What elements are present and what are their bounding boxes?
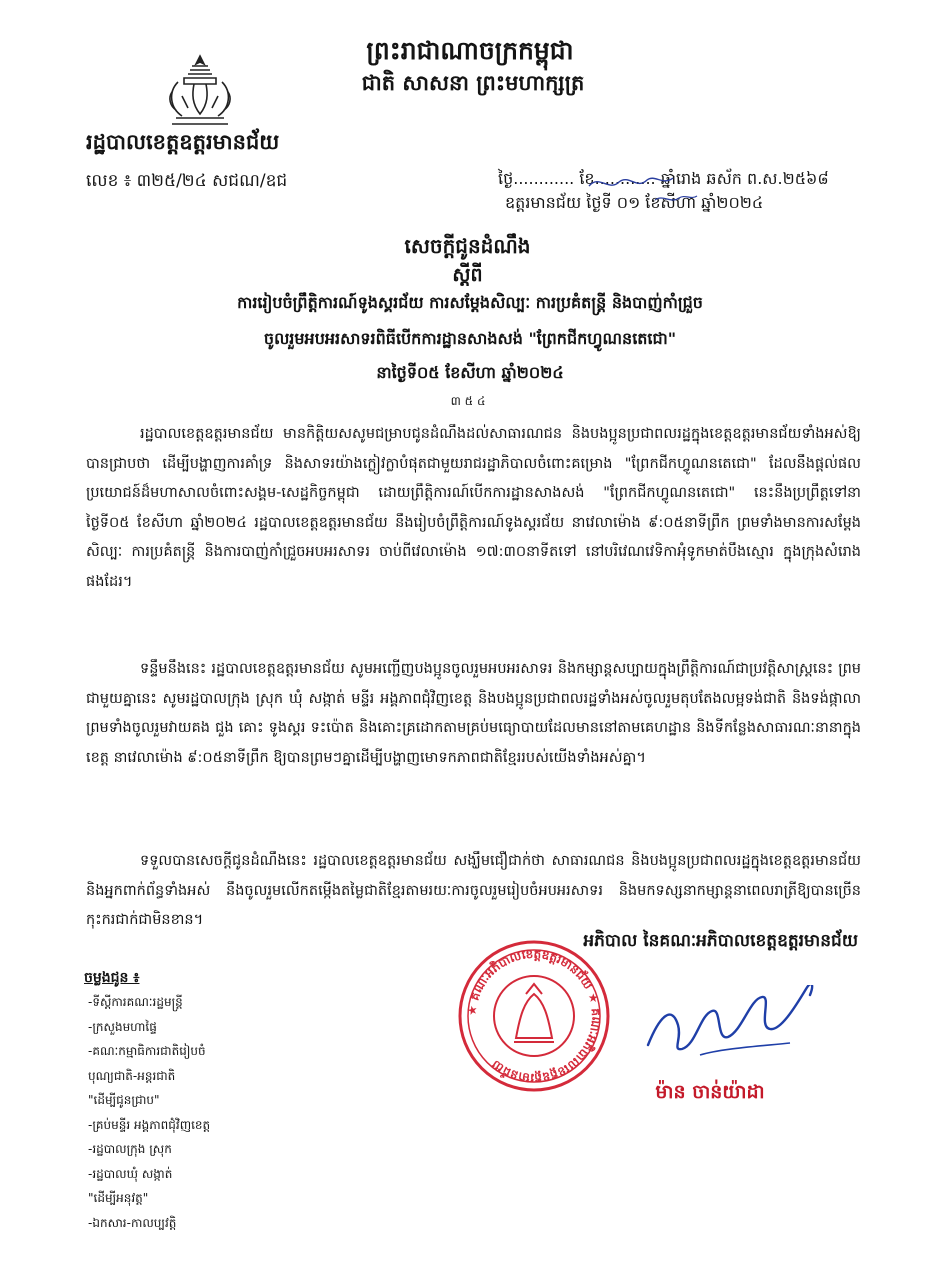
signatory-title: អភិបាល នៃគណៈអភិបាលខេត្តឧត្តរមានជ័យ — [583, 931, 858, 951]
list-item: -គ្រប់មន្ទីរ អង្គភាពជុំវិញខេត្ត — [88, 1117, 211, 1132]
signer-name: ម៉ាន ចាន់យ៉ាដា — [655, 1081, 765, 1103]
national-motto: ជាតិ សាសនា ព្រះមហាក្សត្រ — [361, 71, 585, 95]
list-item: -គណៈកម្មាធិការជាតិរៀបចំ — [88, 1044, 206, 1058]
subject-line-2: ចូលរួមអបអរសាទរពិធីបើកការដ្ឋានសាងសង់ "ព្រែកជីកហ្វូណនតេជោ" — [263, 329, 677, 348]
list-item: -រដ្ឋបាលក្រុង ស្រុក — [88, 1142, 172, 1156]
body-paragraph-2: ទន្ទឹមនឹងនេះ រដ្ឋបាលខេត្តឧត្តរមានជ័យ សូមអញ្ជើញបងប្អូនចូលរួមអបអរសាទរ និងកម្សាន្តសប្បាយក្នុងព្រឹត្តិការណ៍ជាប្រវត្តិសាស្ត្រនេះ ព្រមជាមួយគ្នានេះ សូមរដ្ឋបាលក្រុង ស្រុក ឃុំ សង្កាត់ មន្ទីរ អង្គភាពជុំវិញខេត្ត និងបងប្អូនប្រជាពលរដ្ឋទាំងអស់ចូលរួមតុបតែងលម្អទង់ជាតិ និងទង់ផ្កាលា ព្រមទាំងចូលរួមវាយគង ជួង គោះ ទូងស្គរ ទះប៉ោត និងគោះគ្រដោកតាមគ្រប់មធ្យោបាយដែលមាននៅតាមគេហដ្ឋាន និងទីកន្លែងសាធារណៈនានាក្នុងខេត្ត នាវេលាម៉ោង ៩:០៥នាទីព្រឹក ឱ្យបានព្រមៗគ្នាដើម្បីបង្ហាញមោទកភាពជាតិខ្មែររបស់យើងទាំងអស់គ្នា។ — [86, 661, 861, 766]
body-paragraph-1: រដ្ឋបាលខេត្តឧត្តរមានជ័យ មានកិត្តិយសសូមជម្រាបជូនដំណឹងដល់សាធារណជន និងបងប្អូនប្រជាពលរដ្ឋក្នុងខេត្តឧត្តរមានជ័យទាំងអស់ឱ្យបានជ្រាបថា ដើម្បីបង្ហាញការគាំទ្រ និងសាទរយ៉ាងក្លៀវក្លាបំផុតជាមួយរាជរដ្ឋាភិបាលចំពោះគម្រោង "ព្រែកជីកហ្វូណនតេជោ" ដែលនឹងផ្តល់ផលប្រយោជន៍ដ៏មហាសាលចំពោះសង្គម-សេដ្ឋកិច្ចកម្ពុជា ដោយព្រឹត្តិការណ៍បើកការដ្ឋានសាងសង់ "ព្រែកជីកហ្វូណនតេជោ" នេះនឹងប្រព្រឹត្តទៅនាថ្ងៃទី០៥ ខែសីហា ឆ្នាំ២០២៤ រដ្ឋបាលខេត្តឧត្តរមានជ័យ នឹងរៀបចំព្រឹត្តិការណ៍ទូងស្គរជ័យ នាវេលាម៉ោង ៩:០៥នាទីព្រឹក ព្រមទាំងមានការសម្តែងសិល្បៈ ការប្រគំតន្ត្រី និងការបាញ់កាំជ្រួចអបអរសាទរ ចាប់ពីវេលាម៉ោង ១៧:៣០នាទីតទៅ នៅបរិវេណវេទិកាអុំទូកមាត់បឹងស្មោរ ក្នុងក្រុងសំរោងផងដែរ។ — [86, 426, 861, 590]
kingdom-title: ព្រះរាជាណាចក្រកម្ពុជា — [366, 36, 574, 65]
lunar-date: ថ្ងៃ............ ខែ............ ឆ្នាំរោង ឆស័ក ព.ស.២៥៦៨ — [498, 169, 829, 188]
list-item: -ទីស្តីការគណៈរដ្ឋមន្ត្រី — [88, 995, 183, 1009]
reference-number: លេខ ៖ ៣២៥/២៤ សជណ/ឧជ — [86, 171, 288, 191]
distribution-heading: ចម្លងជូន ៖ — [84, 970, 140, 986]
royal-arms-icon — [158, 52, 242, 132]
list-item: -ឯកសារ-កាលប្បវត្តិ — [88, 1215, 177, 1230]
subject-line-3: នាថ្ងៃទី០៥ ខែសីហា ឆ្នាំ២០២៤ — [376, 363, 564, 382]
handwritten-date-mark — [585, 166, 705, 206]
issuing-authority: រដ្ឋបាលខេត្តឧត្តរមានជ័យ — [86, 130, 280, 154]
list-item: -ក្រសួងមហាផ្ទៃ — [88, 1019, 157, 1034]
svg-text:★ គណៈអភិបាលខេត្តឧត្តរមានជ័យ ★: ★ គណៈអភិបាលខេត្តឧត្តរមានជ័យ ★ គណៈអភិបាលខេត្តឧត្តរមានជ័យ — [464, 946, 604, 1086]
about-label: ស្តីពី — [452, 264, 483, 286]
list-item: បុណ្យជាតិ-អន្តរជាតិ — [88, 1068, 176, 1083]
official-seal-icon — [456, 938, 612, 1094]
list-item: "ដើម្បីអនុវត្ត" — [88, 1191, 149, 1205]
solar-date: ឧត្តរមានជ័យ ថ្ងៃទី ០១ ខែសីហា ឆ្នាំ២០២៤ — [505, 193, 764, 212]
subject-line-1: ការរៀបចំព្រឹត្តិការណ៍ទូងស្គរជ័យ ការសម្តែងសិល្បៈ ការប្រគំតន្ត្រី និងបាញ់កាំជ្រួច — [237, 293, 703, 312]
ornament-mark: ៣ ៥ ៤ — [450, 394, 486, 408]
list-item: "ដើម្បីជូនជ្រាប" — [88, 1093, 160, 1107]
list-item: -រដ្ឋបាលឃុំ សង្កាត់ — [88, 1166, 173, 1181]
distribution-list — [88, 990, 308, 1235]
handwritten-signature — [640, 985, 830, 1067]
document-title: សេចក្តីជូនដំណឹង — [404, 234, 531, 258]
body-paragraph-3: ទទួលបានសេចក្តីជូនដំណឹងនេះ រដ្ឋបាលខេត្តឧត្តរមានជ័យ សង្ឃឹមជឿជាក់ថា សាធារណជន និងបងប្អូនប្រជាពលរដ្ឋក្នុងខេត្តឧត្តរមានជ័យ និងអ្នកពាក់ព័ន្ធទាំងអស់ នឹងចូលរួមលើកតម្កើងតម្លៃជាតិខ្មែរតាមរយៈការចូលរួមរៀបចំអបអរសាទរ និងមកទស្សនាកម្សាន្តនាពេលរាត្រីឱ្យបានច្រើនកុះករជាក់ជាមិនខាន។ — [86, 853, 861, 928]
